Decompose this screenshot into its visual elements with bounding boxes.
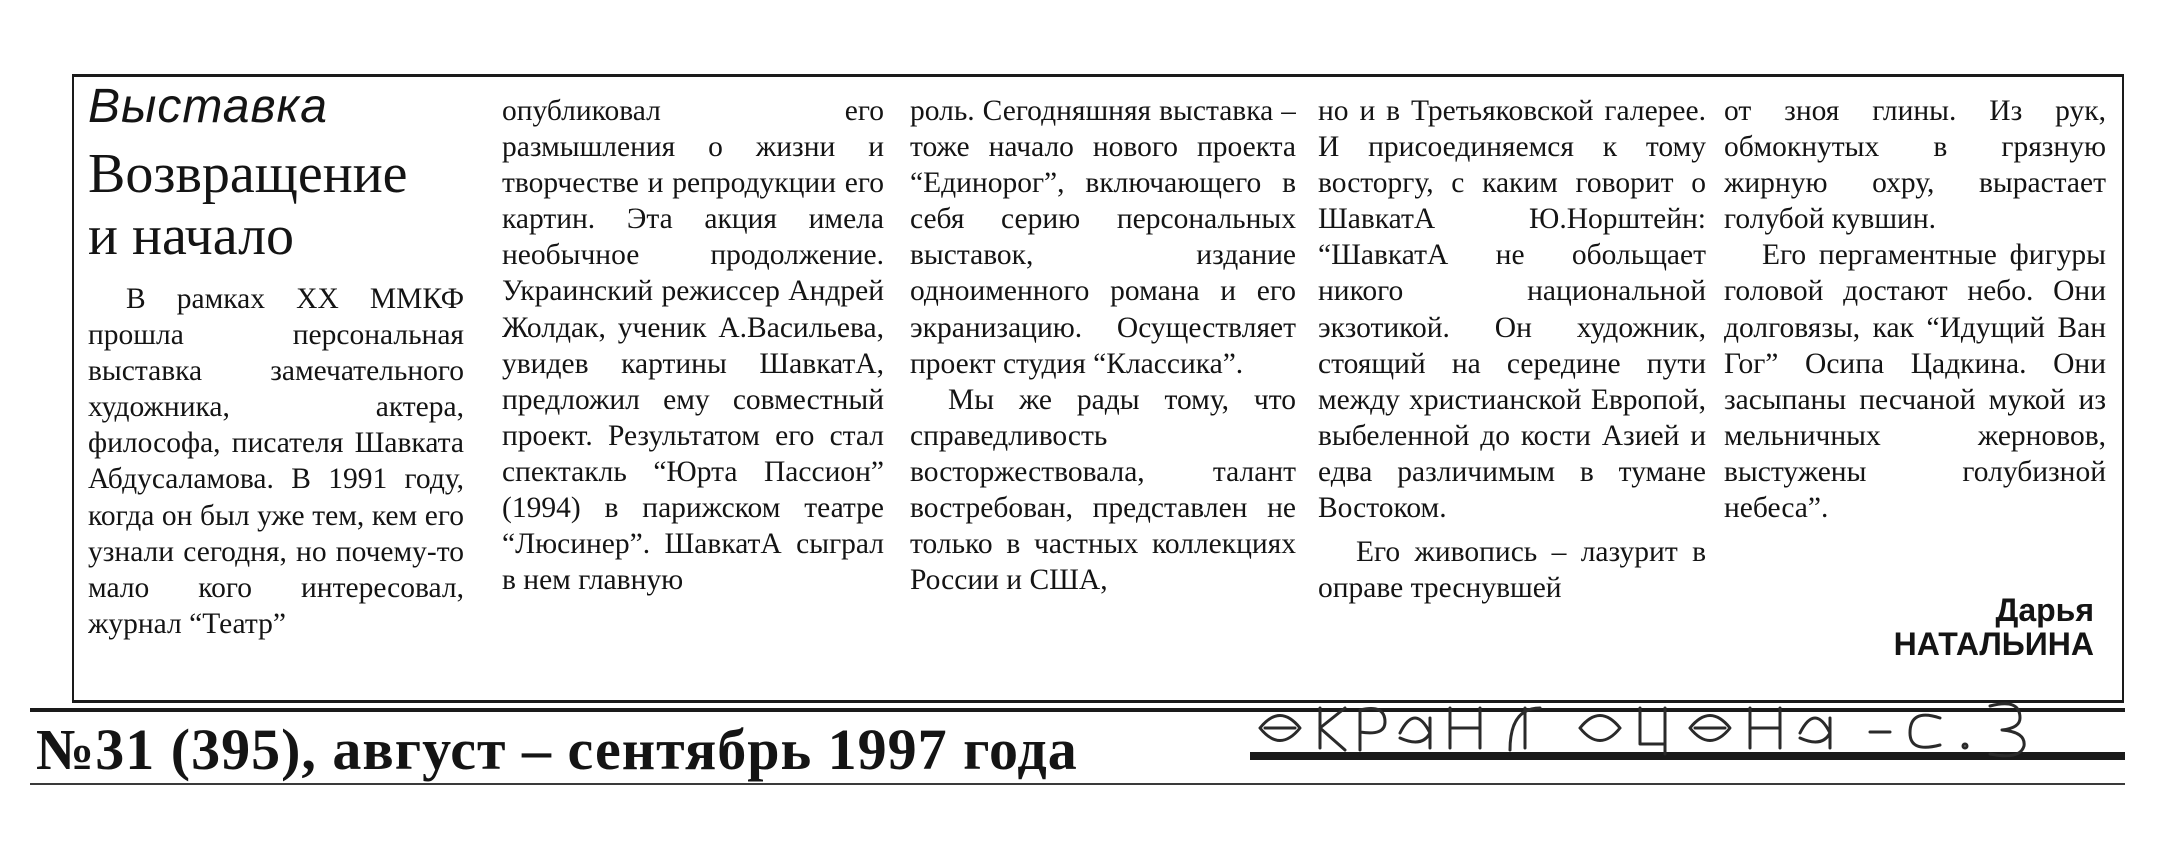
newspaper-clipping [72,74,2124,703]
headline-line-1: Возвращение [88,143,408,205]
article-paragraph: Его живопись – лазурит в оправе треснувшей [1318,536,1706,605]
article-column-2 [502,93,884,711]
article-paragraph: но и в Третьяковской галерее. И присоединяемся к тому восторгу, с каким говорит о ШавкатА Ю.Норштейн: “ШавкатА не обольщает никого национальной экзотикой. Он художник, стоящий на середине пути между христианской Европой, выбеленной до кости Азией и едва различимым в тумане Востоком. [1318,95,1706,525]
article-paragraph: от зноя глины. Из рук, обмокнутых в грязную жирную охру, вырастает голубой кувшин. [1724,95,2106,236]
footer-rule-bottom [30,783,2125,785]
article-column-1 [88,77,464,695]
author-byline [1894,593,2094,661]
handwritten-note [1250,688,2130,758]
article-paragraph: роль. Сегодняшняя выставка – тоже начало нового проекта “Единорог”, включающего в себя серию персональных выставок, издание одноименного романа и его экранизацию. Осуществляет проект студия “Классика”. [910,95,1296,380]
article-paragraph: Его пергаментные фигуры головой достают небо. Они долговязы, как “Идущий Ван Гог” Осипа Цадкина. Они засыпаны песчаной мукой из мельничных жерновов, выстужены голубизной небеса”. [1724,239,2106,525]
article-paragraph: Мы же рады тому, что справедливость восторжествовала, талант востребован, представлен не только в частных коллекциях России и США, [910,383,1296,597]
author-last-name: НАТАЛЬИНА [1893,626,2094,662]
article-column-3 [910,93,1296,711]
article-paragraph: опубликовал его размышления о жизни и творчестве и репродукции его картин. Эта акция имела необычное продолжение. Украинский режиссер Андрей Жолдак, ученик А.Васильева, увидев картины ШавкатА, предложил ему совместный проект. Результатом его стал спектакль “Юрта Пассион” (1994) в парижском театре “Люсинер”. ШавкатА сыграл в нем главную [502,95,884,597]
headline-line-2: и начало [88,205,295,267]
article-paragraph: В рамках XX ММКФ прошла персональная выставка замечательного художника, актера, философа, писателя Шавката Абдусаламова. В 1991 году, когда он был уже тем, кем его узнали сегодня, но почему-то мало кого интересовал, журнал “Театр” [88,283,464,640]
section-rubric: Выставка [88,80,328,133]
author-first-name: Дарья [1995,592,2094,628]
issue-line: №31 (395), август – сентябрь 1997 года [36,717,1078,782]
article-column-4 [1318,93,1706,711]
article-column-5 [1724,93,2106,711]
article-headline [88,143,464,267]
